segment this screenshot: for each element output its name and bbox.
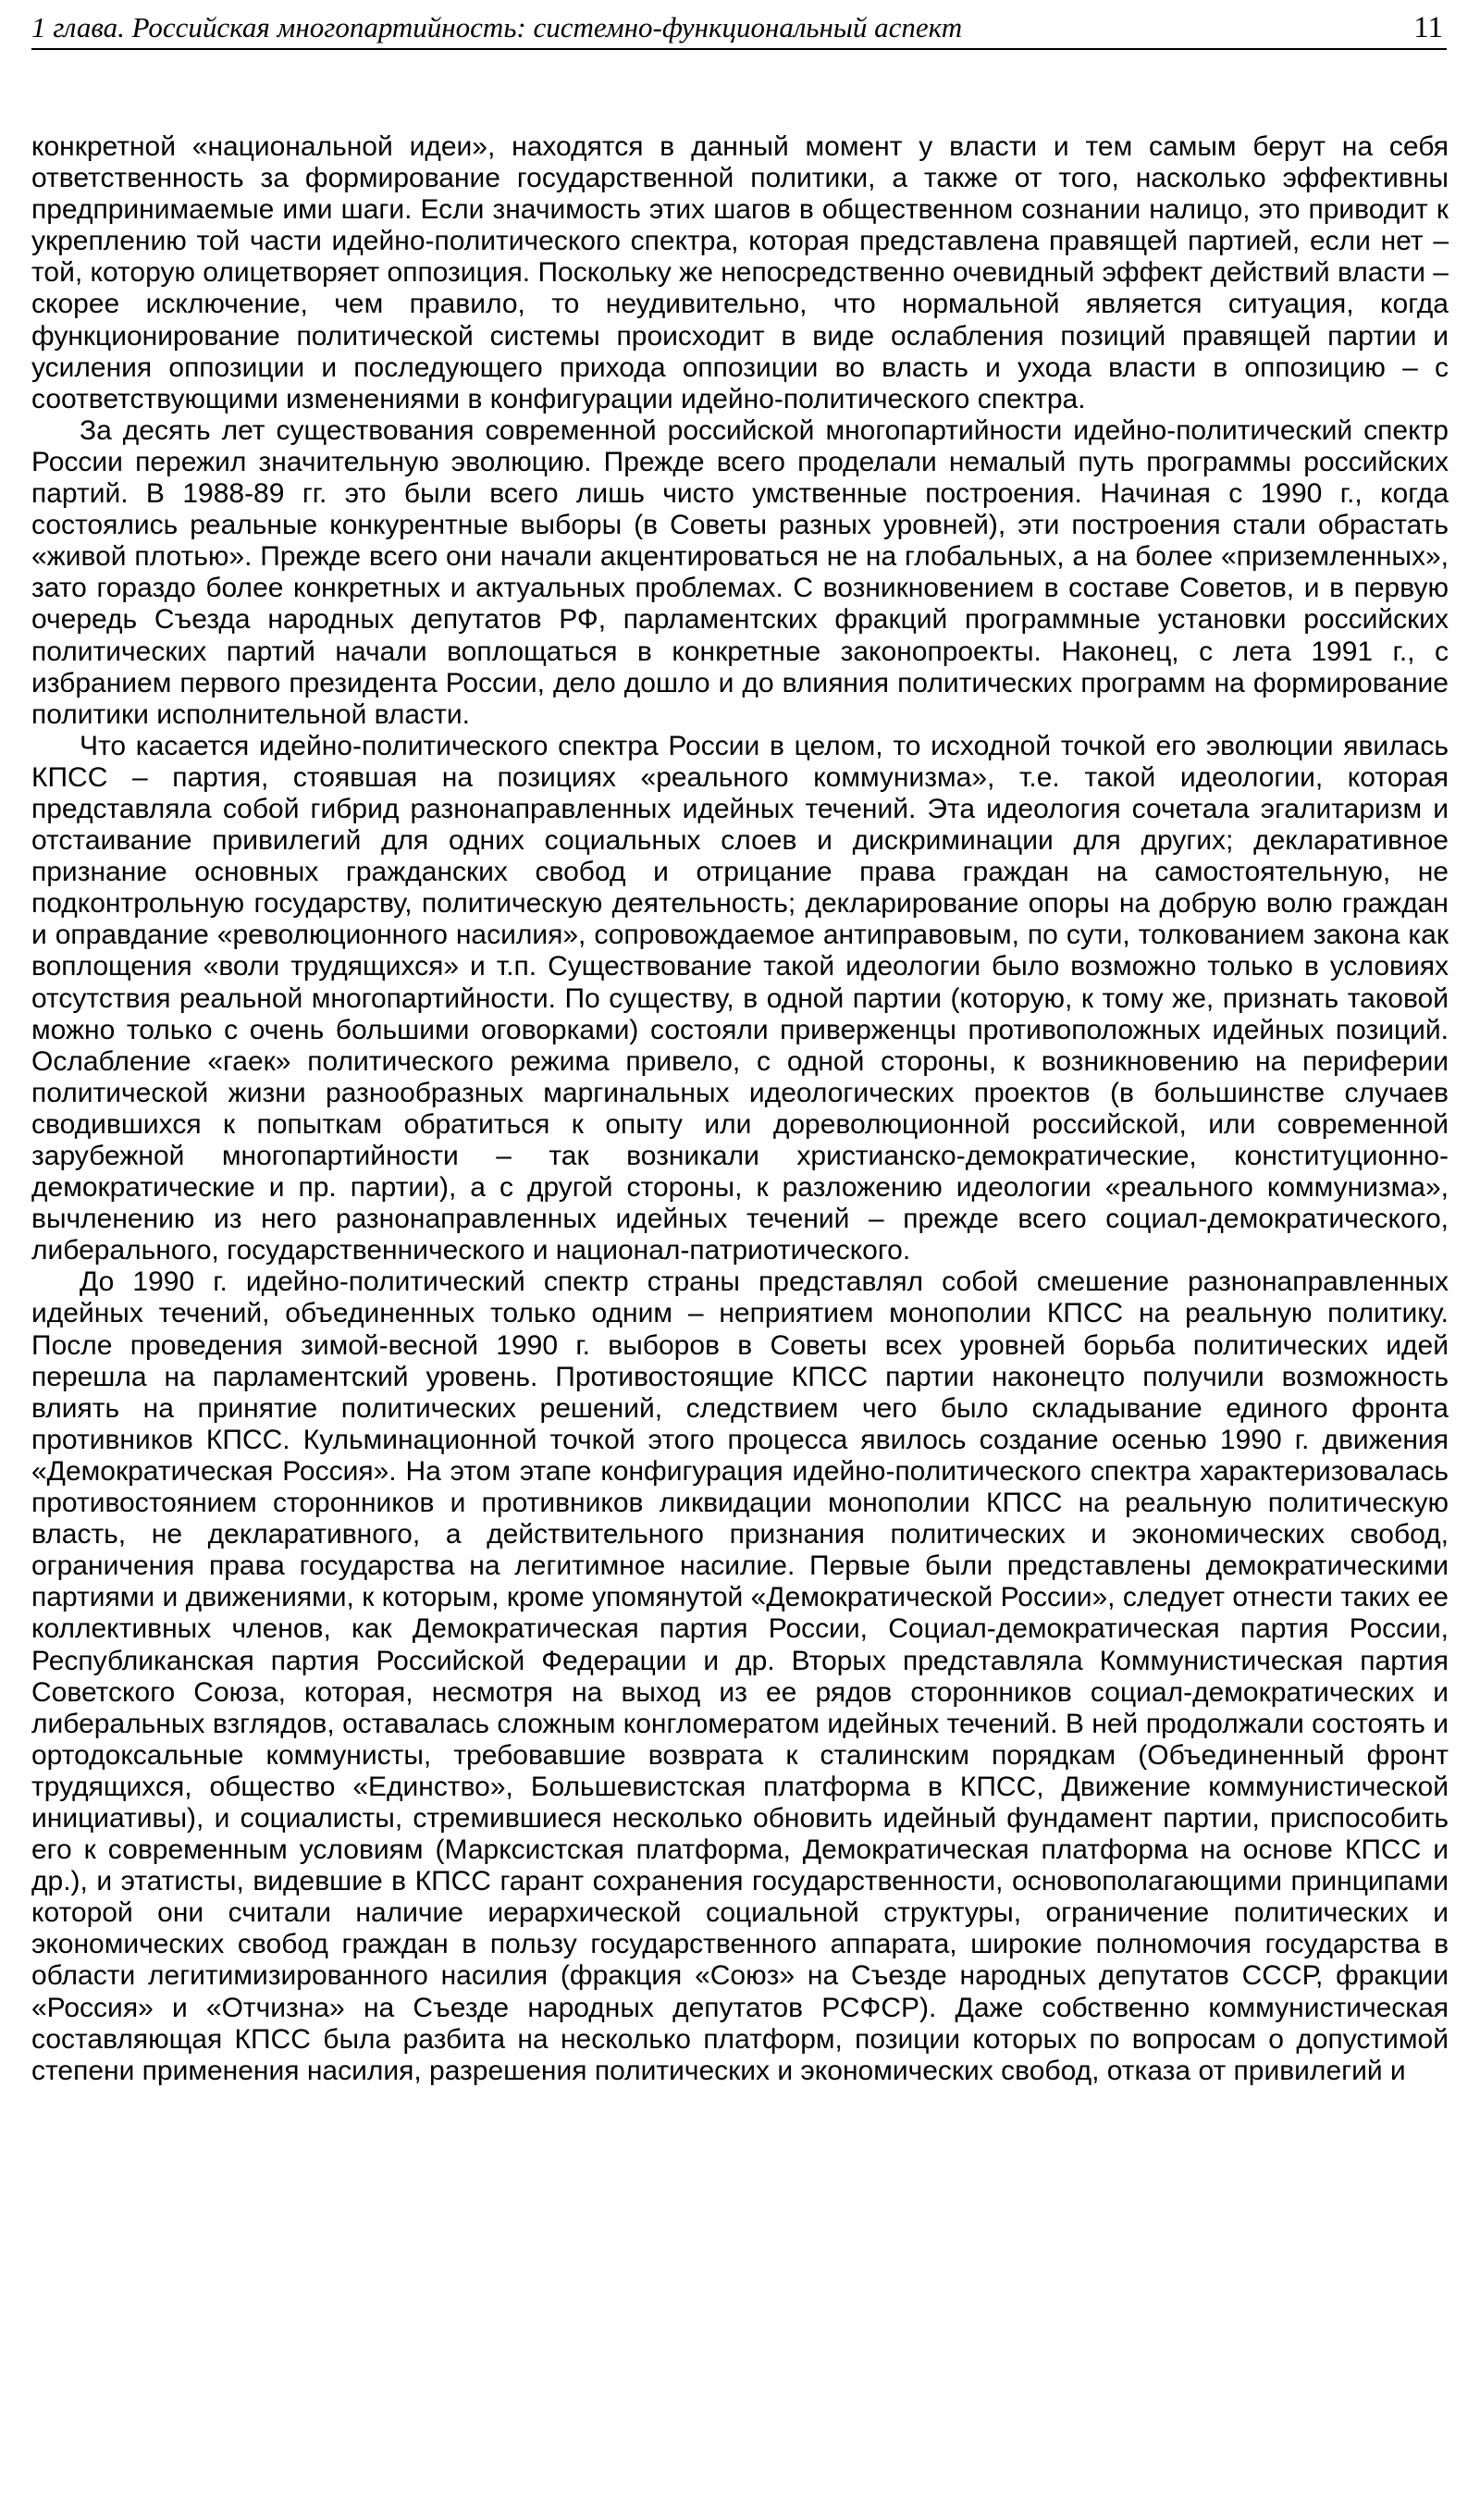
paragraph: За десять лет существования современной российской многопартийности идейно-политический спектр России пережил значительную эволюцию. Прежде всего проделали немалый путь программы российских партий. В 1988-89 гг. это были всего лишь чисто умственные построения. Начиная с 1990 г., когда состоялись реальные конкурентные выборы (в Советы разных уровней), эти построения стали обрастать «живой плотью». Прежде всего они начали акцентироваться не на глобальных, а на более «приземленных», зато гораздо более конкретных и актуальных проблемах. С возникновением в составе Советов, и в первую очередь Съезда народных депутатов РФ, парламентских фракций программные установки российских политических партий начали воплощаться в конкретные законопроекты. Наконец, с лета 1991 г., с избранием первого президента России, дело дошло и до влияния политических программ на формирование политики исполнительной власти. bbox=[31, 414, 1449, 730]
paragraph: Что касается идейно-политического спектра России в целом, то исходной точкой его эволюции явилась КПСС – партия, стоявшая на позициях «реального коммунизма», т.е. такой идеологии, которая представляла собой гибрид разнонаправленных идейных течений. Эта идеология сочетала эгалитаризм и отстаивание привилегий для одних социальных слоев и дискриминации для других; декларативное признание основных гражданских свобод и отрицание права граждан на самостоятельную, не подконтрольную государству, политическую деятельность; декларирование опоры на добрую волю граждан и оправдание «революционного насилия», сопровождаемое антиправовым, по сути, толкованием закона как воплощения «воли трудящихся» и т.п. Существование такой идеологии было возможно только в условиях отсутствия реальной многопартийности. По существу, в одной партии (которую, к тому же, признать таковой можно только с очень большими оговорками) состояли приверженцы противоположных идейных позиций. Ослабление «гаек» политического режима привело, с одной стороны, к возникновению на периферии политической жизни разнообразных маргинальных идеологических проектов (в большинстве случаев сводившихся к попыткам обратиться к опыту или дореволюционной российской, или современной зарубежной многопартийности – так возникали христианско-демократические, конституционно-демократические и пр. партии), а с другой стороны, к разложению идеологии «реального коммунизма», вычленению из него разнонаправленных идейных течений – прежде всего социал-демократического, либерального, государственнического и национал-патриотического. bbox=[31, 730, 1449, 1266]
chapter-title: 1 глава. Российская многопартийность: системно-функциональный аспект bbox=[31, 11, 963, 43]
paragraph: До 1990 г. идейно-политический спектр страны представлял собой смешение разнонаправленных идейных течений, объединенных только одним – неприятием монополии КПСС на реальную политику. После проведения зимой-весной 1990 г. выборов в Советы всех уровней борьба политических идей перешла на парламентский уровень. Противостоящие КПСС партии наконецто получили возможность влиять на принятие политических решений, следствием чего было складывание единого фронта противников КПСС. Кульминационной точкой этого процесса явилось создание осенью 1990 г. движения «Демократическая Россия». На этом этапе конфигурация идейно-политического спектра характеризовалась противостоянием сторонников и противников ликвидации монополии КПСС на реальную политическую власть, не декларативного, а действительного признания политических и экономических свобод, ограничения права государства на легитимное насилие. Первые были представлены демократическими партиями и движениями, к которым, кроме упомянутой «Демократической России», следует отнести таких ее коллективных членов, как Демократическая партия России, Социал-демократическая партия России, Республиканская партия Российской Федерации и др. Вторых представляла Коммунистическая партия Советского Союза, которая, несмотря на выход из ее рядов сторонников социал-демократических и либеральных взглядов, оставалась сложным конгломератом идейных течений. В ней продолжали состоять и ортодоксальные коммунисты, требовавшие возврата к сталинским порядкам (Объединенный фронт трудящихся, общество «Единство», Большевистская платформа в КПСС, Движение коммунистической инициативы), и социалисты, стремившиеся несколько обновить идейный фундамент партии, приспособить его к современным условиям (Марксистская платформа, Демократическая платформа на основе КПСС и др.), и этатисты, видевшие в КПСС гарант сохранения государственности, основополагающими принципами которой они считали наличие иерархической социальной структуры, ограничение политических и экономических свобод граждан в пользу государственного аппарата, широкие полномочия государства в области легитимизированного насилия (фракция «Союз» на Съезде народных депутатов СССР, фракции «Россия» и «Отчизна» на Съезде народных депутатов РСФСР). Даже собственно коммунистическая составляющая КПСС была разбита на несколько платформ, позиции которых по вопросам о допустимой степени применения насилия, разрешения политических и экономических свобод, отказа от привилегий и bbox=[31, 1266, 1449, 2086]
running-header bbox=[31, 7, 1447, 50]
body-text bbox=[31, 131, 1449, 2087]
paragraph-continuation: конкретной «национальной идеи», находятся в данный момент у власти и тем самым берут на себя ответственность за формирование государственной политики, а также от того, насколько эффективны предпринимаемые ими шаги. Если значимость этих шагов в общественном сознании налицо, это приводит к укреплению той части идейно-политического спектра, которая представлена правящей партией, если нет – той, которую олицетворяет оппозиция. Поскольку же непосредственно очевидный эффект действий власти – скорее исключение, чем правило, то неудивительно, что нормальной является ситуация, когда функционирование политической системы происходит в виде ослабления позиций правящей партии и усиления оппозиции и последующего прихода оппозиции во власть и ухода власти в оппозицию – с соответствующими изменениями в конфигурации идейно-политического спектра. bbox=[31, 131, 1449, 414]
page-number: 11 bbox=[1413, 11, 1443, 44]
